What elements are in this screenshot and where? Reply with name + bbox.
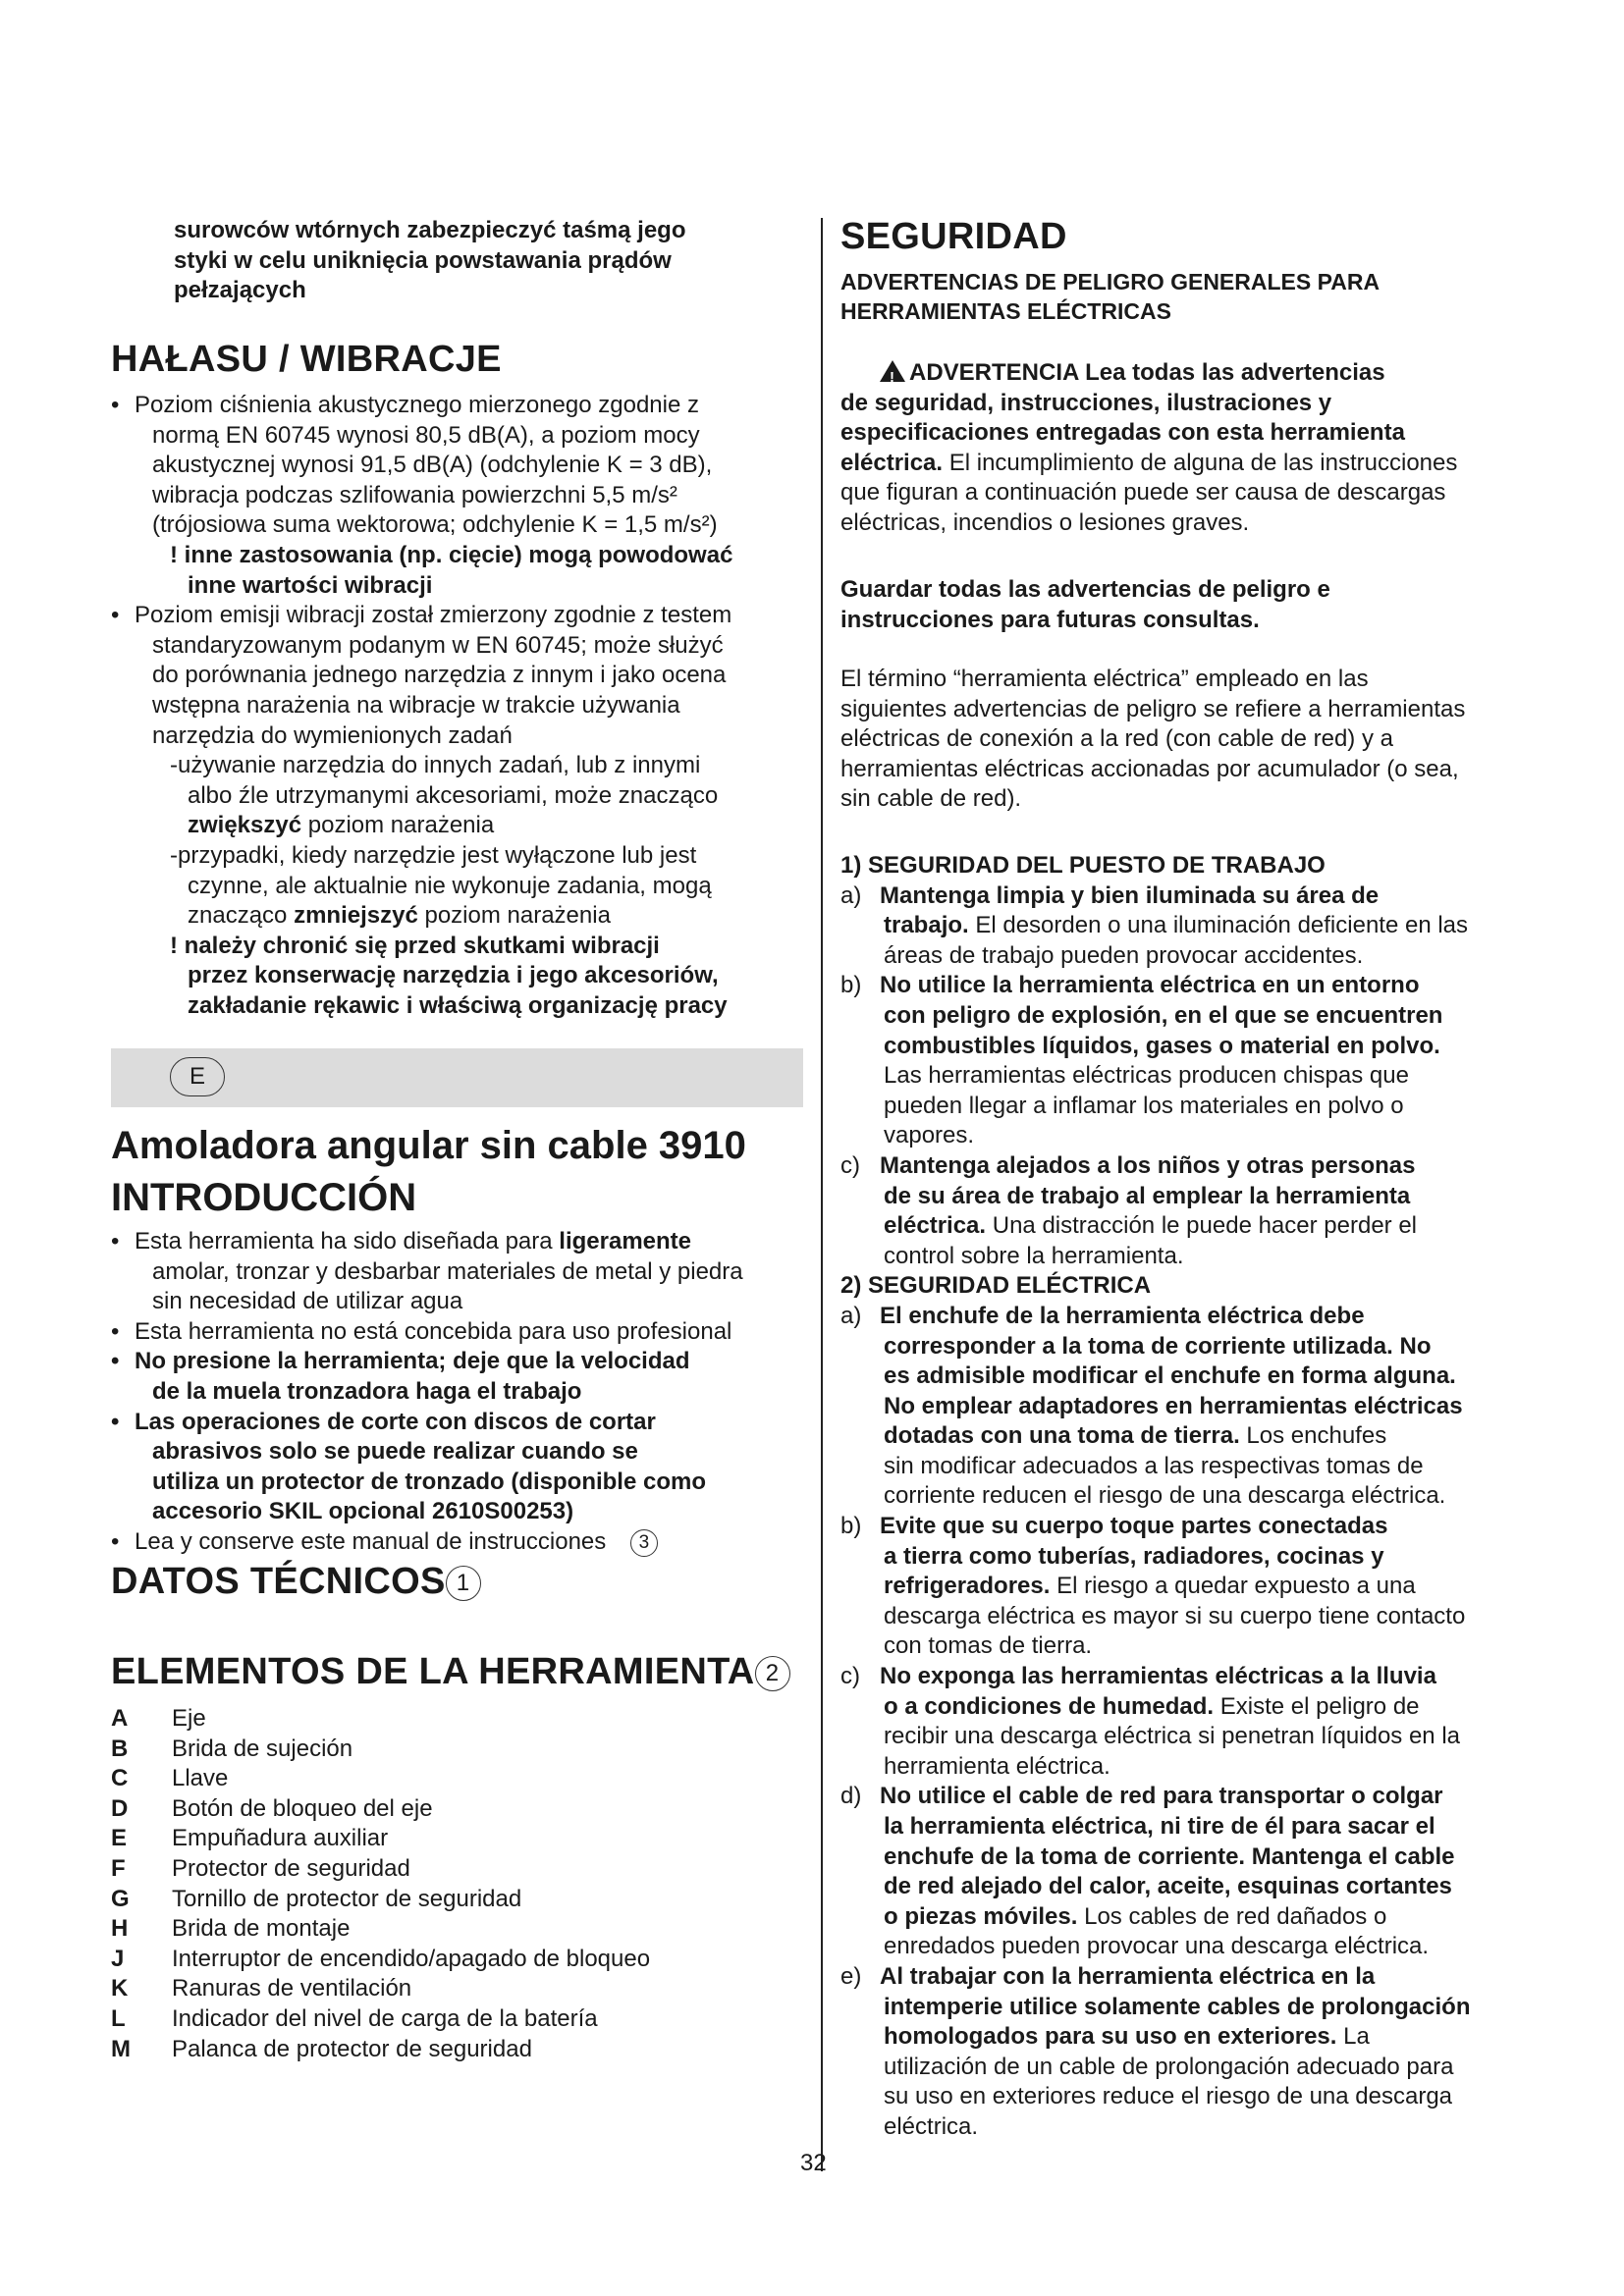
datos-heading: DATOS TÉCNICOS 1 [111,1561,803,1603]
part-key: A [111,1705,129,1732]
intro-bullet-5: • Lea y conserve este manual de instrucciones 3 [111,1527,803,1558]
part-key: M [111,2035,131,2062]
rule-1b: b) No utilice la herramienta eléctrica en un entorno con peligro de explosión, en el que se encuentren combustibles líquidos, gases o material en polvo. Las herramientas eléctricas producen chispas que pueden llegar a inflamar los materiales en polvo o vapores. [840,972,1443,1149]
rule-1a: a) Mantenga limpia y bien iluminada su área de trabajo. El desorden o una iluminación deficiente en las áreas de trabajo pueden provocar accidentes. [840,881,1469,969]
rule-2e: e) Al trabajar con la herramienta eléctrica en la intemperie utilice solamente cables de prolongación homologados para su uso en exteriores. La utilización de un cable de prolongación adecuado para su uso en exteriores reduce el riesgo de una descarga eléctrica. [840,1962,1471,2140]
intro-bullet-4: • Las operaciones de corte con discos de cortar abrasivos solo se puede realizar cuando se utiliza un protector de tronzado (disponible como accesorio SKIL opcional 2610S00253) [111,1408,803,1527]
halasu-heading: HAŁASU / WIBRACJE [111,339,502,380]
part-key: K [111,1975,129,2002]
part-label: Indicador del nivel de carga de la batería [172,2004,598,2032]
halasu-bullet-2: • Poziom emisji wibracji został zmierzony zgodnie z testem standaryzowanym podanym w EN 60745; może służyć do porównania jednego narzędzia z innym i jako ocena wstępna narażenia na wibracje w trakcie używania narzędzia do wymienionych zadań [111,601,803,751]
introduccion-section [111,1227,803,1558]
section-1-title: 1) SEGURIDAD DEL PUESTO DE TRABAJO [840,852,1326,879]
language-bar [111,1048,803,1107]
language-badge: E [170,1057,225,1096]
part-key: C [111,1765,129,1792]
halasu-section [111,391,803,1021]
figure-ref-2: 2 [755,1656,790,1691]
part-key: D [111,1794,129,1822]
figure-ref-1: 1 [446,1566,481,1601]
part-label: Brida de montaje [172,1915,351,1943]
safety-rules [840,851,1518,2143]
part-label: Empuñadura auxiliar [172,1825,389,1852]
figure-ref-3: 3 [630,1529,658,1557]
part-key: F [111,1854,126,1882]
elementos-heading: ELEMENTOS DE LA HERRAMIENTA 2 [111,1651,803,1693]
warning-icon [880,360,905,382]
seguridad-heading: SEGURIDAD [840,216,1067,257]
termino-paragraph: El término “herramienta eléctrica” empleado en las siguientes advertencias de peligro se refiere a herramientas eléctricas de conexión a la red (con cable de red) y a herramientas eléctricas accionadas por acumulador (o sea, sin cable de red). [840,666,1466,813]
guardar-paragraph: Guardar todas las advertencias de peligro e instrucciones para futuras consultas. [840,576,1330,633]
halasu-dash-1: -używanie narzędzia do innych zadań, lub z innymi albo źle utrzymanymi akcesoriami, może znacząco zwiększyć poziom narażenia [170,752,719,839]
intro-bullet-2: • Esta herramienta no está concebida para uso profesional [111,1317,803,1348]
page-number: 32 [800,2150,827,2176]
intro-bullet-1: • Esta herramienta ha sido diseñada para ligeramente amolar, tronzar y desbarbar materiales de metal y piedra sin necesidad de utilizar agua [111,1227,803,1317]
part-key: H [111,1915,129,1943]
part-label: Eje [172,1705,206,1732]
part-label: Tornillo de protector de seguridad [172,1885,522,1912]
rule-1c: c) Mantenga alejados a los niños y otras personas de su área de trabajo al emplear la herramienta eléctrica. Una distracción le puede hacer perder el control sobre la herramienta. [840,1151,1418,1269]
halasu-bullet-1: • Poziom ciśnienia akustycznego mierzonego zgodnie z normą EN 60745 wynosi 80,5 dB(A), a poziom mocy akustycznej wynosi 91,5 dB(A) (odchylenie K = 3 dB), wibracja podczas szlifowania powierzchni 5,5 m/s² (trójosiowa suma wektorowa; odchylenie K = 1,5 m/s²) [111,391,803,541]
part-key: J [111,1945,125,1972]
intro-bullet-3: • No presione la herramienta; deje que la velocidad de la muela tronzadora haga el trabajo [111,1347,803,1407]
part-key: L [111,2004,126,2032]
part-label: Llave [172,1765,229,1792]
part-key: B [111,1735,129,1762]
part-label: Palanca de protector de seguridad [172,2035,532,2062]
warning-paragraph: !ADVERTENCIA Lea todas las advertencias de seguridad, instrucciones, ilustraciones y especificaciones entregadas con esta herramienta eléctrica. El incumplimiento de alguna de las instrucciones que figuran a continuación puede ser causa de descargas eléctricas, incendios o lesiones graves. [840,358,1518,539]
rule-2a: a) El enchufe de la herramienta eléctrica debe corresponder a la toma de corriente utilizada. No es admisible modificar el enchufe en forma alguna. No emplear adaptadores en herramientas eléctricas dotadas con una toma de tierra. Los enchufes sin modificar adecuados a las respectivas tomas de corriente reducen el riesgo de una descarga eléctrica. [840,1302,1463,1510]
halasu-note-1: ! inne zastosowania (np. cięcie) mogą powodować inne wartości wibracji [170,541,733,599]
rule-2d: d) No utilice el cable de red para transportar o colgar la herramienta eléctrica, ni tire de él para sacar el enchufe de la toma de corriente. Mantenga el cable de red alejado del calor, aceite, esquinas cortantes o piezas móviles. Los cables de red dañados o enredados pueden provocar una descarga eléctrica. [840,1783,1455,1960]
parts-list [111,1704,803,2064]
product-title: Amoladora angular sin cable 3910 [111,1124,746,1167]
rule-2b: b) Evite que su cuerpo toque partes conectadas a tierra como tuberías, radiadores, cocinas y refrigeradores. El riesgo a quedar expuesto a una descarga eléctrica es mayor si su cuerpo tiene contacto con tomas de tierra. [840,1513,1466,1660]
intro-continuation: surowców wtórnych zabezpieczyć taśmą jego styki w celu uniknięcia powstawania prądów pełzających [174,217,686,304]
part-key: G [111,1885,130,1912]
part-label: Protector de seguridad [172,1854,410,1882]
halasu-dash-2: -przypadki, kiedy narzędzie jest wyłączone lub jest czynne, ale aktualnie nie wykonuje zadania, mogą znacząco zmniejszyć poziom narażenia [170,841,712,930]
halasu-note-2: ! należy chronić się przed skutkami wibracji przez konserwację narzędzia i jego akcesoriów, zakładanie rękawic i właściwą organizację pracy [170,932,728,1019]
section-2-title: 2) SEGURIDAD ELÉCTRICA [840,1272,1152,1300]
seguridad-subheading: ADVERTENCIAS DE PELIGRO GENERALES PARA HERRAMIENTAS ELÉCTRICAS [840,269,1380,324]
part-label: Interruptor de encendido/apagado de bloqueo [172,1945,651,1972]
column-divider [821,218,823,2171]
part-label: Botón de bloqueo del eje [172,1794,433,1822]
part-key: E [111,1825,128,1852]
part-label: Brida de sujeción [172,1735,353,1762]
introduccion-heading: INTRODUCCIÓN [111,1176,417,1219]
part-label: Ranuras de ventilación [172,1975,412,2002]
rule-2c: c) No exponga las herramientas eléctricas a la lluvia o a condiciones de humedad. Existe el peligro de recibir una descarga eléctrica si penetran líquidos en la herramienta eléctrica. [840,1663,1461,1780]
